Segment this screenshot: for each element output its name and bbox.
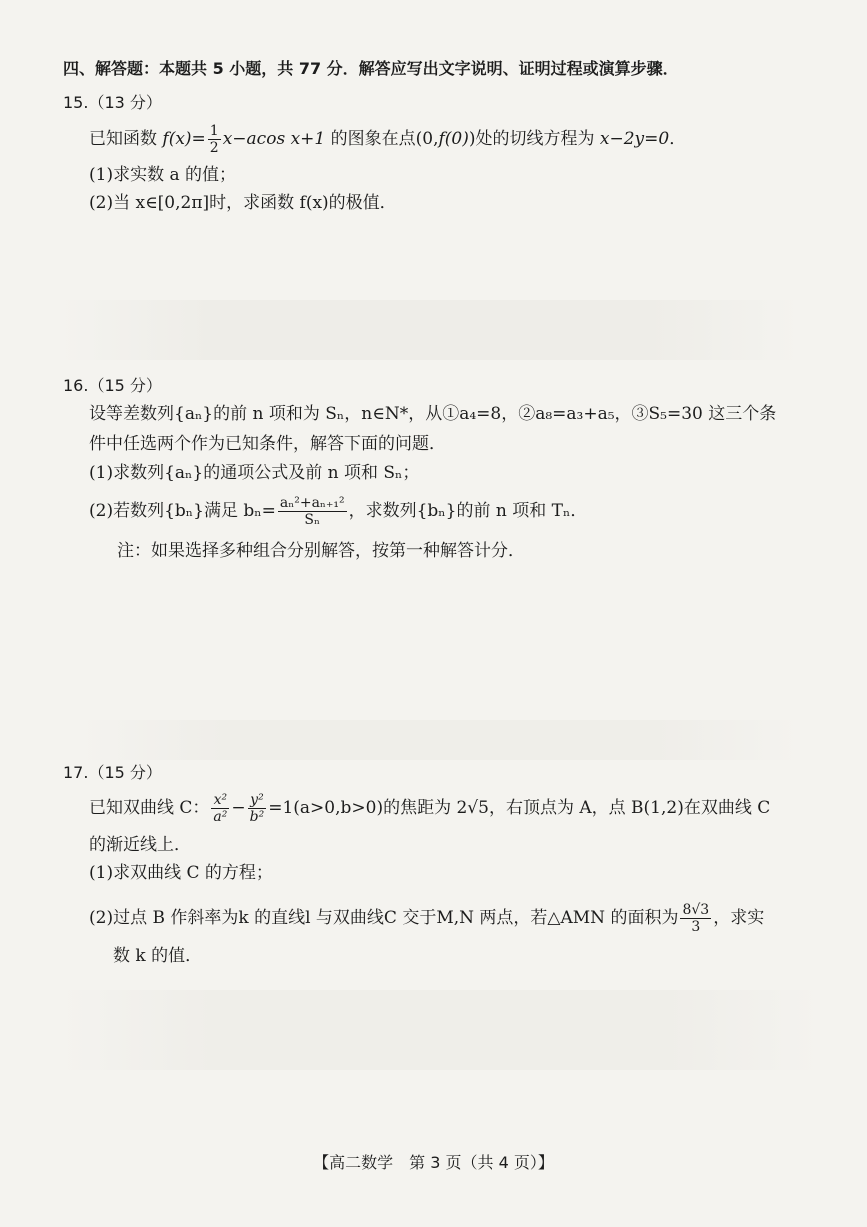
bleed-through-shade: [60, 300, 800, 360]
bleed-through-shade: [60, 990, 820, 1070]
q17-text: (2)过点 B 作斜率为k 的直线l 与双曲线C 交于M,N 两点，若△AMN 的面积为: [89, 908, 679, 928]
q17-text: 已知双曲线 C：: [89, 798, 210, 818]
q17-text: =1(a>0,b>0)的焦距为 2√5，右顶点为 A，点 B(1,2)在双曲线 C: [268, 798, 771, 818]
q15-part1: (1)求实数 a 的值；: [89, 165, 237, 185]
q15-number: 15.（13 分）: [63, 93, 162, 112]
q16-stem-line2: 件中任选两个作为已知条件，解答下面的问题．: [89, 434, 446, 454]
q15-tangent: x−2y=0: [599, 129, 670, 149]
q17-part1: (1)求双曲线 C 的方程；: [89, 863, 273, 883]
q16-text: (2)若数列{bₙ}满足 bₙ=: [89, 501, 276, 521]
bleed-through-shade: [80, 720, 800, 760]
q16-part2: [89, 494, 587, 528]
q17-part2: [89, 900, 764, 936]
page-footer: 【高二数学 第 3 页（共 4 页）】: [313, 1153, 554, 1172]
q16-stem-line1: 设等差数列{aₙ}的前 n 项和为 Sₙ，n∈N*，从①a₄=8，②a₈=a₃+a₅，③S₅=30 这三个条: [89, 404, 777, 424]
section-header: 四、解答题：本题共 5 小题，共 77 分．解答应写出文字说明、证明过程或演算步骤．: [63, 59, 679, 78]
q16-fraction: $\frac{\text{aₙ²+aₙ₊₁²}}{\text{Sₙ}}$: [279, 495, 345, 528]
q17-fraction-y: $\frac{\text{y²}}{\text{b²}}$: [249, 792, 265, 825]
q17-fraction-x: $\frac{\text{x²}}{\text{a²}}$: [213, 792, 228, 825]
q17-fraction-area: $\frac{8√3}{3}$: [682, 902, 710, 935]
q17-text: ，求实: [713, 908, 765, 928]
q15-stem: [89, 122, 686, 156]
q15-text: 的图象在点(0,: [325, 129, 439, 149]
q15-function-rest: x−acos x+1: [222, 129, 326, 149]
q17-minus: −: [231, 798, 246, 818]
q15-text: )处的切线方程为: [468, 129, 600, 149]
q17-number: 17.（15 分）: [63, 763, 162, 782]
q16-part1: (1)求数列{aₙ}的通项公式及前 n 项和 Sₙ；: [89, 463, 420, 483]
q15-text: ．: [669, 129, 687, 149]
q15-fraction: $\frac{1}{2}$: [209, 123, 219, 156]
q15-part2: (2)当 x∈[0,2π]时，求函数 f(x)的极值．: [89, 193, 397, 213]
q15-text: 已知函数: [89, 129, 163, 149]
q17-stem-line1: [89, 790, 770, 826]
q16-text: ，求数列{bₙ}的前 n 项和 Tₙ．: [348, 501, 588, 521]
q16-number: 16.（15 分）: [63, 376, 162, 395]
q16-note: 注：如果选择多种组合分别解答，按第一种解答计分．: [117, 541, 525, 561]
q15-point: f(0): [438, 129, 469, 149]
q17-stem-line2: 的渐近线上．: [89, 835, 191, 855]
q15-function: f(x)=: [162, 129, 206, 149]
q17-last-line: 数 k 的值．: [113, 946, 203, 966]
